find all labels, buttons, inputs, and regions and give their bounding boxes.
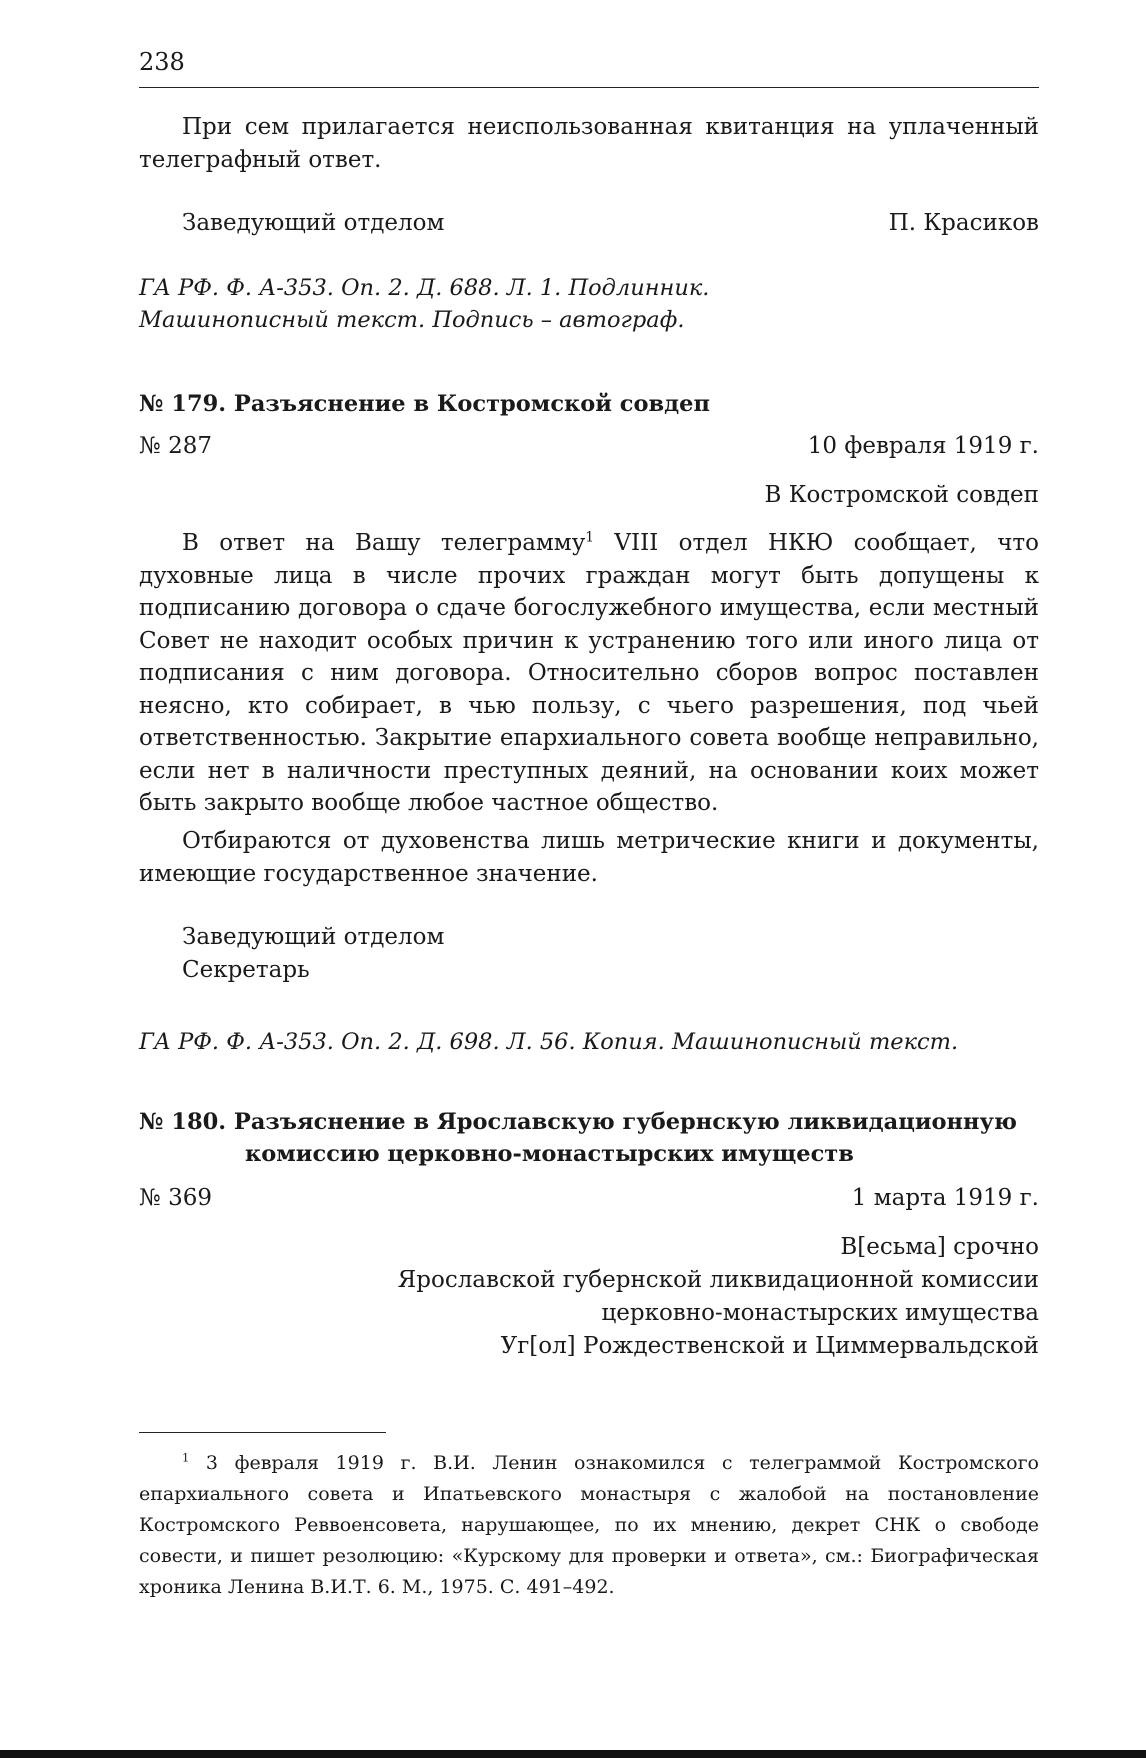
intro-paragraph: При сем прилагается неиспользованная квитанция на уплаченный телеграфный ответ.: [139, 114, 1039, 173]
intro-signature: [139, 207, 1039, 239]
doc180-number-date: [139, 1182, 1039, 1214]
footnote: [139, 1448, 1039, 1603]
doc180-title-line1: № 180. Разъяснение в Ярославскую губернскую ликвидационную: [139, 1109, 1017, 1135]
footnote-text: 3 февраля 1919 г. В.И. Ленин ознакомился с телеграммой Костромского епархиального совета и Ипатьевского монастыря с жалобой на постановление Костромского Реввоенсовета, нарушающее, по их мнению, декрет СНК о свободе совести, и пишет резолюцию: «Курскому для проверки и ответа», см.: Биографическая хроника Ленина В.И.Т. 6. М., 1975. С. 491–492.: [139, 1452, 1039, 1598]
footnote-rule: [139, 1432, 386, 1433]
doc180-addressee-line3: церковно-монастырских имущества: [601, 1300, 1039, 1326]
doc180-date: 1 марта 1919 г.: [851, 1185, 1039, 1211]
doc179-date: 10 февраля 1919 г.: [807, 433, 1039, 459]
doc179-paragraph1: [139, 527, 1039, 820]
doc179-sign2: Секретарь: [182, 957, 310, 983]
intro-sign-name: П. Красиков: [888, 210, 1039, 236]
page-number: 238: [139, 48, 185, 76]
doc180-addressee-line1: В[есьма] срочно: [840, 1234, 1039, 1260]
footnote-reference[interactable]: 1: [585, 529, 595, 546]
doc179-sign1: Заведующий отделом: [182, 924, 445, 950]
doc180-number: № 369: [139, 1185, 212, 1211]
doc179-para1-rest: VIII отдел НКЮ сообщает, что духовные лица в числе прочих граждан могут быть допущены к подписанию договора о сдаче богослужебного имущества, если местный Совет не находит особых причин к устранению того или иного лица от подписания с ним договора. Относительно сборов вопрос поставлен неясно, кто собирает, в чью пользу, с чьего разрешения, под чьей ответственностью. Закрытие епархиального совета вообще неправильно, если нет в наличности преступных деяний, на основании коих может быть закрыто вообще любое частное общество.: [139, 530, 1040, 816]
doc180-title-line2: комиссию церковно-монастырских имуществ: [245, 1141, 854, 1167]
doc179-number-date: [139, 430, 1039, 462]
doc179-title: № 179. Разъяснение в Костромской совдеп: [139, 391, 710, 417]
intro-source-line1: ГА РФ. Ф. А-353. Оп. 2. Д. 688. Л. 1. Подлинник.: [139, 275, 710, 301]
doc179-number: № 287: [139, 433, 212, 459]
intro-source-line2: Машинописный текст. Подпись – автограф.: [139, 307, 685, 333]
doc179-addressee: В Костромской совдеп: [764, 482, 1039, 508]
doc179-paragraph2: Отбираются от духовенства лишь метрические книги и документы, имеющие государственное значение.: [139, 828, 1039, 887]
scan-bottom-edge: [0, 1750, 1146, 1758]
intro-sign-role: Заведующий отделом: [182, 210, 445, 236]
doc179-source: ГА РФ. Ф. А-353. Оп. 2. Д. 698. Л. 56. Копия. Машинописный текст.: [139, 1029, 959, 1055]
doc179-para1-start: В ответ на Вашу телеграмму: [182, 530, 586, 556]
doc180-addressee-line2: Ярославской губернской ликвидационной комиссии: [397, 1267, 1039, 1293]
header-rule: [139, 87, 1039, 88]
footnote-marker: 1: [182, 1450, 190, 1465]
doc180-addressee-line4: Уг[ол] Рождественской и Циммервальдской: [500, 1333, 1039, 1359]
